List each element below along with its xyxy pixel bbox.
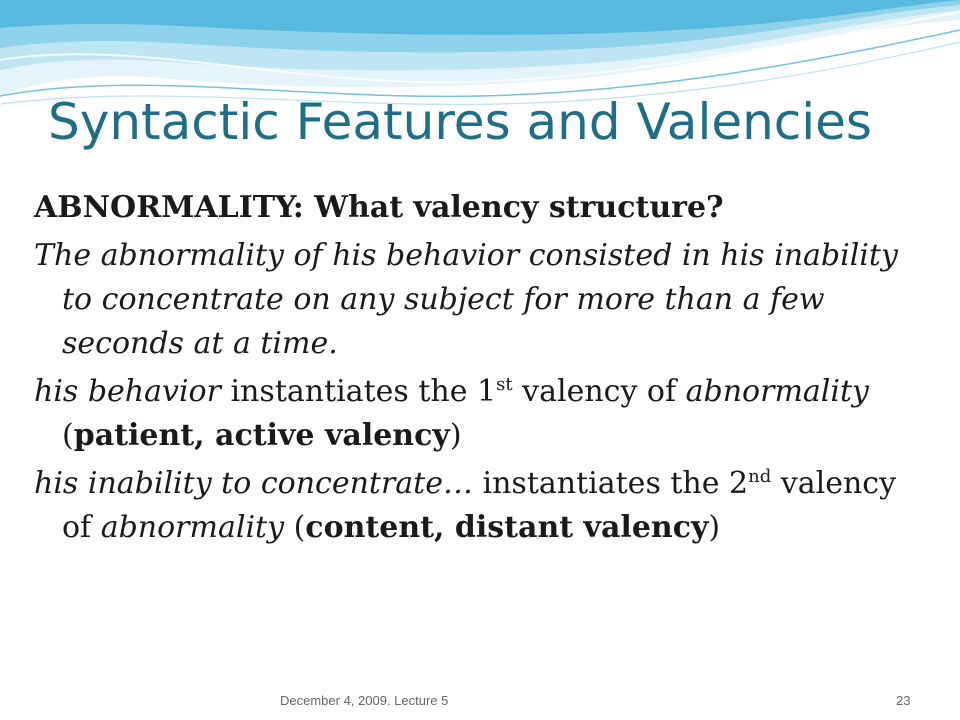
point2-mid-text: valency of: [62, 466, 897, 545]
point1-ordinal-suffix: st: [496, 374, 513, 395]
point2-target-word: abnormality: [100, 510, 285, 545]
point1-target-word: abnormality: [685, 374, 869, 409]
point2-verb-phrase: instantiates the 2: [472, 466, 749, 501]
point2-subject: his inability to concentrate…: [34, 466, 473, 501]
question-heading: ABNORMALITY: What valency structure?: [34, 190, 724, 225]
slide-body: [34, 186, 934, 554]
point1-subject: his behavior: [34, 374, 221, 409]
point2-close-paren: ): [708, 510, 721, 545]
footer-date-lecture: December 4, 2009. Lecture 5: [280, 693, 449, 708]
valency-point-2: [34, 462, 934, 550]
point2-open-paren: (: [284, 510, 306, 545]
point1-role: patient, active valency: [73, 418, 450, 453]
point1-mid-text: valency of: [512, 374, 686, 409]
point1-open-paren: (: [62, 418, 74, 453]
point2-role: content, distant valency: [305, 510, 709, 545]
slide-title: Syntactic Features and Valencies: [48, 93, 872, 151]
example-sentence: The abnormality of his behavior consisted in his inability to concentrate on any subject for more than a few seconds at a time.: [34, 238, 898, 361]
point1-close-paren: ): [449, 418, 462, 453]
page-number: 23: [896, 693, 911, 708]
valency-point-1: [34, 370, 934, 458]
point2-ordinal-suffix: nd: [748, 466, 772, 487]
point1-verb-phrase: instantiates the 1: [220, 374, 497, 409]
